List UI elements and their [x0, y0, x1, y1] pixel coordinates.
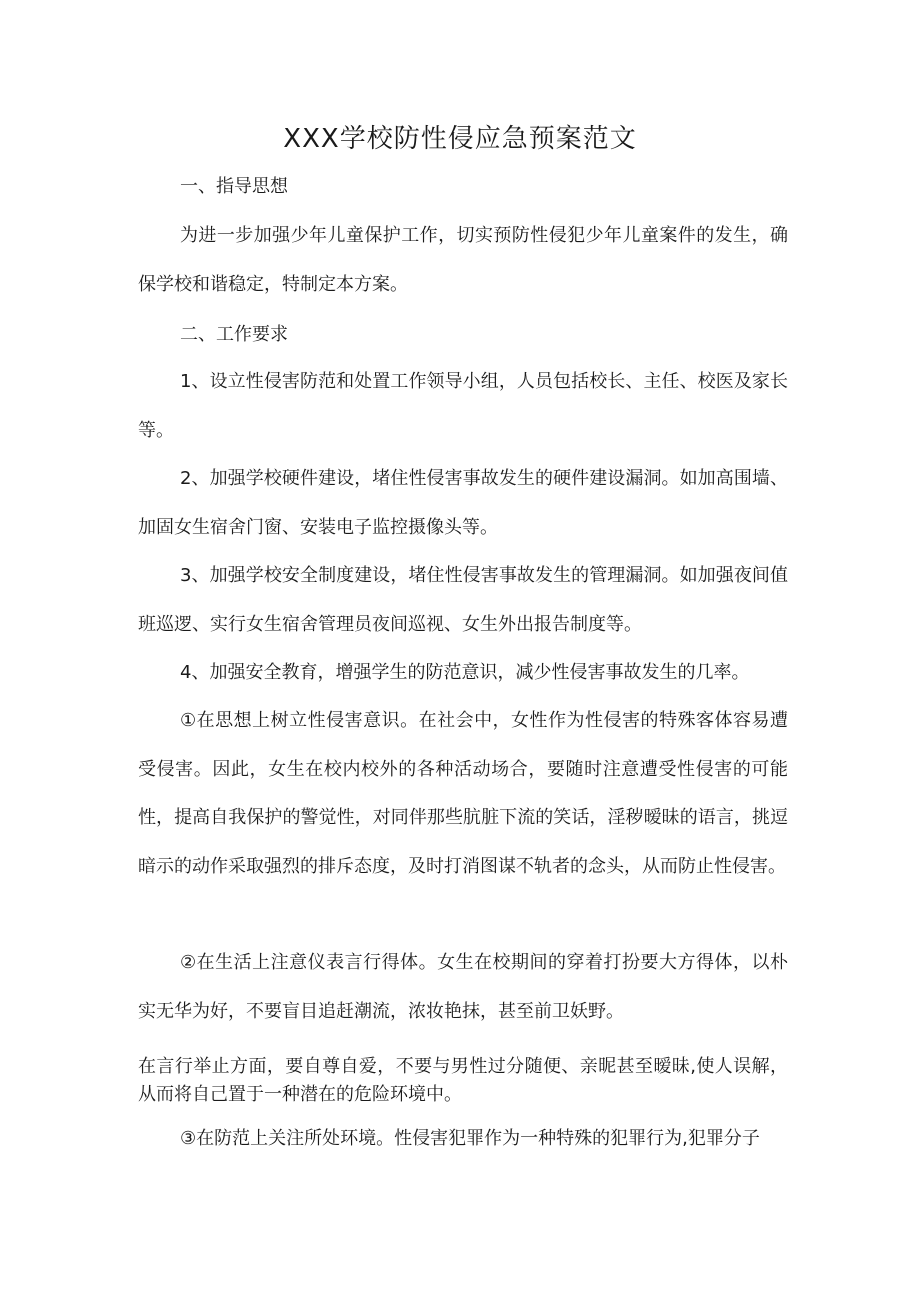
section2-heading: 二、工作要求 [180, 324, 288, 345]
sub-point-2-paragraph: ②在生活上注意仪表言行得体。女生在校期间的穿着打扮要大方得体，以朴实无华为好，不要盲目追赶潮流，浓妆艳抹，甚至前卫妖野。 [138, 952, 788, 1022]
sub-point-3-paragraph: ③在防范上关注所处环境。性侵害犯罪作为一种特殊的犯罪行为,犯罪分子 [180, 1128, 760, 1149]
item-3-paragraph: 3、加强学校安全制度建设，堵住性侵害事故发生的管理漏洞。如加强夜间值班巡逻、实行女生宿舍管理员夜间巡视、女生外出报告制度等。 [138, 565, 788, 635]
section1-paragraph: 为进一步加强少年儿童保护工作，切实预防性侵犯少年儿童案件的发生，确保学校和谐稳定，特制定本方案。 [138, 225, 788, 295]
item-2-paragraph: 2、加强学校硬件建设，堵住性侵害事故发生的硬件建设漏洞。如加高围墙、加固女生宿舍门窗、安装电子监控摄像头等。 [138, 468, 788, 538]
sub-point-2-continuation: 在言行举止方面，要自尊自爱，不要与男性过分随便、亲昵甚至暧昧,使人误解，从而将自己置于一种潜在的危险环境中。 [138, 1056, 788, 1105]
section1-heading: 一、指导思想 [180, 176, 288, 197]
item-4-paragraph: 4、加强安全教育，增强学生的防范意识，减少性侵害事故发生的几率。 [180, 662, 750, 683]
document-title: XXX学校防性侵应急预案范文 [283, 124, 637, 154]
item-1-paragraph: 1、设立性侵害防范和处置工作领导小组，人员包括校长、主任、校医及家长等。 [138, 371, 788, 441]
sub-point-1-paragraph: ①在思想上树立性侵害意识。在社会中，女性作为性侵害的特殊客体容易遭受侵害。因此，女生在校内校外的各种活动场合，要随时注意遭受性侵害的可能性，提高自我保护的警觉性，对同伴那些肮脏下流的笑话，淫秽暧昧的语言，挑逗暗示的动作采取强烈的排斥态度，及时打消图谋不轨者的念头，从而防止性侵害。 [138, 710, 788, 877]
